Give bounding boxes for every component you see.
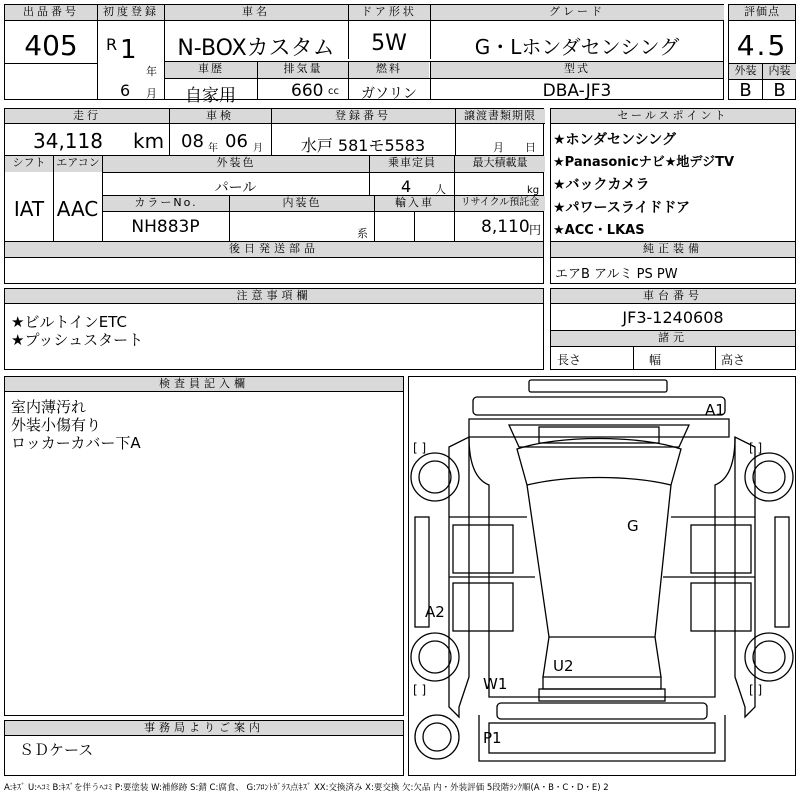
chassis-box <box>550 288 796 370</box>
transfer-month-unit: 月 <box>493 141 504 154</box>
door-type: 5W <box>371 31 407 56</box>
inspector-box <box>4 376 404 716</box>
reg-no-label: 登録番号 <box>271 109 455 124</box>
insp-month: 06 <box>225 131 248 152</box>
bracket-mark: [ ] <box>413 441 427 455</box>
interior-grade: B <box>773 80 786 101</box>
interior-label: 内装 <box>763 64 796 79</box>
sales-point-item: ★バックカメラ <box>553 177 650 193</box>
max-load-unit: kg <box>527 185 540 196</box>
insp-year-unit: 年 <box>208 143 218 154</box>
length-label: 長さ <box>557 353 582 367</box>
equipment-value: エアB アルミ PS PW <box>555 267 678 282</box>
recycle: 8,110 <box>481 217 530 237</box>
inspector-line: 外装小傷有り <box>11 416 102 434</box>
office-text: ＳＤケース <box>19 741 94 759</box>
sales-points-box <box>550 108 796 284</box>
note-line: ★ビルトインETC <box>11 313 127 331</box>
insp-month-unit: 月 <box>253 143 263 154</box>
displacement-unit: cc <box>328 86 339 97</box>
sales-point-item: ★ACC・LKAS <box>553 223 645 238</box>
header-main-box <box>98 4 724 106</box>
displacement: 660 <box>291 81 324 101</box>
inspector-label: 検査員記入欄 <box>5 377 403 392</box>
inspector-line: ロッカーカバー下A <box>11 434 141 452</box>
recycle-label: リサイクル預託金 <box>455 196 545 211</box>
first-reg-label: 初度登録 <box>98 5 164 21</box>
capacity-label: 乗車定員 <box>370 156 454 172</box>
month-unit: 月 <box>146 87 157 100</box>
max-load-label: 最大積載量 <box>455 156 545 172</box>
header-lot-box <box>4 4 98 100</box>
grade: G・Lホンダセンシング <box>474 35 680 59</box>
year-unit: 年 <box>146 65 157 78</box>
reg-year: 1 <box>120 35 137 65</box>
color-no-label: カラーNo. <box>103 196 229 211</box>
history: 自家用 <box>185 86 236 106</box>
exterior-grade: B <box>739 80 752 101</box>
sales-point-item: ★Panasonicナビ★地デジTV <box>553 155 735 170</box>
damage-mark: W1 <box>483 675 508 693</box>
details-box <box>4 108 544 284</box>
score: 4.5 <box>736 29 788 62</box>
insp-year: 08 <box>181 131 204 152</box>
reg-month: 6 <box>120 81 131 100</box>
inspector-line: 室内薄汚れ <box>11 398 87 416</box>
exterior-label: 外装 <box>729 64 762 79</box>
sales-points-label: セールスポイント <box>551 109 795 124</box>
damage-mark: G <box>627 517 639 535</box>
score-label: 評価点 <box>729 5 795 21</box>
car-outline <box>409 377 795 775</box>
int-color-unit: 系 <box>357 227 368 240</box>
fuel-label: 燃料 <box>349 62 429 78</box>
later-parts-label: 後日発送部品 <box>5 242 543 257</box>
bracket-mark: [ ] <box>749 441 763 455</box>
damage-mark: A2 <box>425 603 445 621</box>
int-color-label: 内装色 <box>230 196 374 211</box>
ext-color: パール <box>214 180 257 196</box>
score-box <box>728 4 796 100</box>
equipment-label: 純正装備 <box>551 242 795 257</box>
import-label: 輸入車 <box>375 196 454 211</box>
ext-color-label: 外装色 <box>103 156 369 172</box>
shift: IAT <box>13 197 45 221</box>
color-no: NH883P <box>131 217 200 237</box>
mileage: 34,118 <box>33 129 103 153</box>
model: DBA-JF3 <box>542 81 612 101</box>
transfer-day-unit: 日 <box>525 141 536 154</box>
recycle-unit: 円 <box>529 223 542 237</box>
sales-point-item: ★ホンダセンシング <box>553 132 677 148</box>
door-label: ドア形状 <box>348 5 430 21</box>
capacity: 4 <box>401 177 412 196</box>
model-label: 型式 <box>431 62 723 78</box>
legend: A:ｷｽﾞ U:ﾍｺﾐ B:ｷｽﾞを伴うﾍｺﾐ P:要塗装 W:補修跡 S:錆 C:腐食、 G:ﾌﾛﾝﾄｶﾞﾗｽ点ｷｽﾞ XX:交換済み X:要交換 欠:欠品 内・外装評価 5段階ﾗﾝｸ順(A・B・C・D・E) 2 <box>4 783 609 793</box>
sales-point-item: ★パワースライドドア <box>553 200 691 216</box>
grade-label: グレード <box>430 5 724 21</box>
fuel: ガソリン <box>361 86 417 102</box>
width-label: 幅 <box>649 353 662 367</box>
car-name: N-BOXカスタム <box>177 36 335 61</box>
damage-mark: U2 <box>553 657 574 675</box>
notes-label: 注意事項欄 <box>5 289 543 304</box>
lot-no-label: 出品番号 <box>5 5 97 21</box>
office-box <box>4 720 404 776</box>
capacity-unit: 人 <box>435 183 446 196</box>
inspection-label: 車検 <box>169 109 271 124</box>
mileage-unit: km <box>133 129 165 153</box>
ac: AAC <box>56 197 99 221</box>
history-label: 車歴 <box>165 62 257 78</box>
transfer-label: 譲渡書類期限 <box>455 109 545 124</box>
ac-label: エアコン <box>54 156 102 172</box>
car-diagram <box>408 376 796 776</box>
note-line: ★プッシュスタート <box>11 331 144 349</box>
era: R <box>106 35 118 54</box>
chassis-label: 車台番号 <box>551 289 795 304</box>
office-label: 事務局よりご案内 <box>5 721 403 736</box>
car-name-label: 車名 <box>164 5 348 21</box>
chassis-no: JF3-1240608 <box>622 308 724 327</box>
displacement-label: 排気量 <box>258 62 348 78</box>
bracket-mark: [ ] <box>749 683 763 697</box>
height-label: 高さ <box>721 353 746 367</box>
notes-box <box>4 288 544 370</box>
damage-mark: P1 <box>483 729 502 747</box>
reg-no: 水戸 581モ5583 <box>300 136 426 155</box>
dimensions-label: 諸元 <box>551 331 795 346</box>
damage-mark: A1 <box>705 401 725 419</box>
bracket-mark: [ ] <box>413 683 427 697</box>
mileage-label: 走行 <box>5 109 169 124</box>
shift-label: シフト <box>5 156 53 172</box>
lot-no: 405 <box>24 29 78 62</box>
